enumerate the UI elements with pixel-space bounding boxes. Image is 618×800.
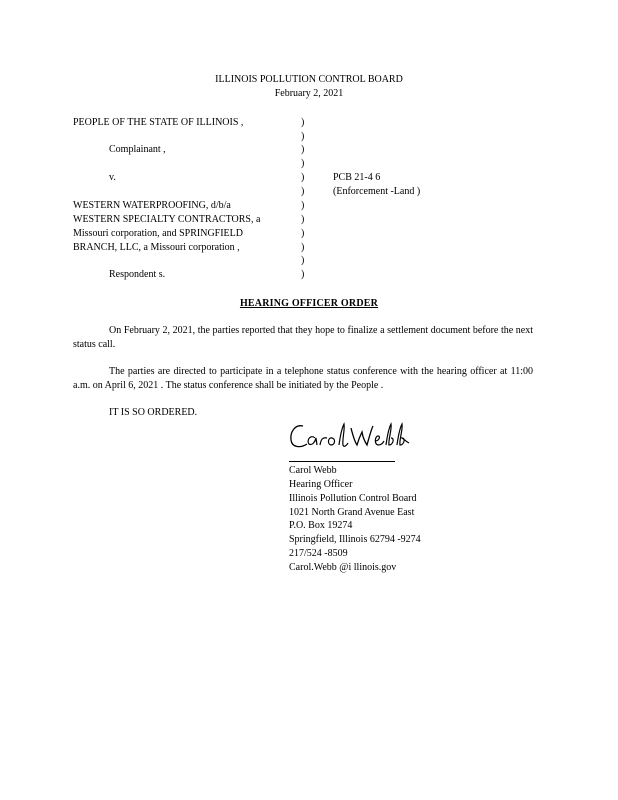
- caption-paren: ): [301, 158, 305, 169]
- signer-po-box: P.O. Box 19274: [289, 520, 353, 531]
- caption-paren: ): [301, 228, 305, 239]
- defendant-line-1: WESTERN WATERPROOFING, d/b/a: [73, 200, 231, 211]
- body-paragraph-1: On February 2, 2021, the parties reported that they hope to finalize a settlement document before the next status call.: [73, 325, 533, 350]
- caption-paren: ): [301, 131, 305, 142]
- defendant-line-4: BRANCH, LLC, a Missouri corporation ,: [73, 242, 240, 253]
- signer-city: Springfield, Illinois 62794 -9274: [289, 534, 421, 545]
- caption-paren: ): [301, 255, 305, 266]
- signature-image: [287, 418, 417, 456]
- case-type: (Enforcement -Land ): [333, 186, 421, 197]
- defendant-role: Respondent s.: [109, 269, 166, 280]
- versus-label: v.: [109, 172, 116, 183]
- plaintiff-name: PEOPLE OF THE STATE OF ILLINOIS ,: [73, 117, 244, 128]
- caption-paren: ): [301, 144, 305, 155]
- signer-phone: 217/524 -8509: [289, 548, 348, 559]
- signer-email[interactable]: Carol.Webb @i llinois.gov: [289, 562, 397, 573]
- body-paragraph-2: The parties are directed to participate in a telephone status conference with the hearing officer at 11:00 a.m. on April 6, 2021 . The status conference shall be initiated by the People .: [73, 366, 533, 391]
- caption-paren: ): [301, 269, 305, 280]
- defendant-line-3: Missouri corporation, and SPRINGFIELD: [73, 228, 243, 239]
- case-number: PCB 21-4 6: [333, 172, 381, 183]
- heading-date: February 2, 2021: [274, 88, 344, 99]
- plaintiff-role: Complainant ,: [109, 144, 166, 155]
- caption-paren: ): [301, 214, 305, 225]
- caption-paren: ): [301, 172, 305, 183]
- caption-paren: ): [301, 117, 305, 128]
- order-title: HEARING OFFICER ORDER: [239, 298, 379, 309]
- caption-paren: ): [301, 200, 305, 211]
- signer-street: 1021 North Grand Avenue East: [289, 507, 415, 518]
- agency-heading: ILLINOIS POLLUTION CONTROL BOARD: [215, 74, 403, 85]
- defendant-line-2: WESTERN SPECIALTY CONTRACTORS, a: [73, 214, 261, 225]
- signer-title: Hearing Officer: [289, 479, 353, 490]
- caption-paren: ): [301, 186, 305, 197]
- body-paragraph-3: IT IS SO ORDERED.: [109, 407, 198, 418]
- signature-line: [289, 461, 395, 462]
- caption-paren: ): [301, 242, 305, 253]
- signer-agency: Illinois Pollution Control Board: [289, 493, 417, 504]
- signer-name: Carol Webb: [289, 465, 337, 476]
